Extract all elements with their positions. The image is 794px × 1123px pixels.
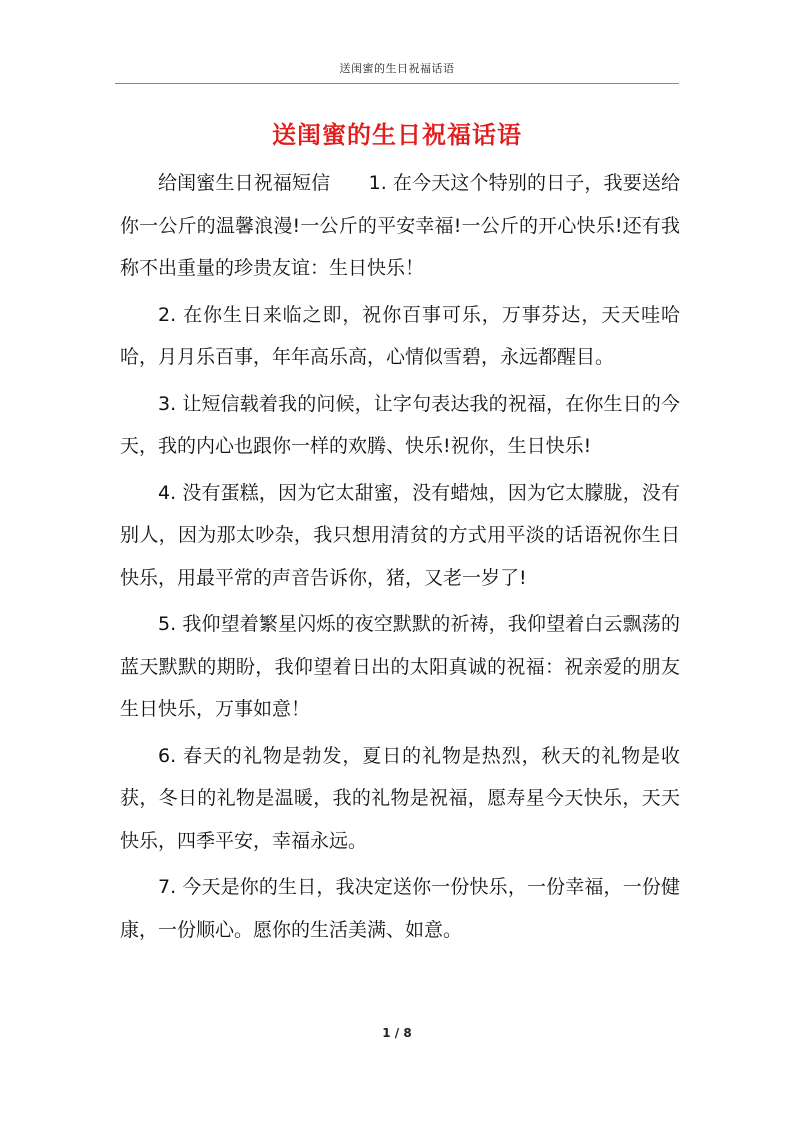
paragraph-7: 7. 今天是你的生日，我决定送你一份快乐，一份幸福，一份健康，一份顺心。愿你的生活美满、如意。 <box>120 876 680 941</box>
paragraph-2: 2. 在你生日来临之即，祝你百事可乐，万事芬达，天天哇哈哈，月月乐百事，年年高乐高，心情似雪碧，永远都醒目。 <box>120 303 680 368</box>
document-body <box>120 162 680 955</box>
paragraph-6: 6. 春天的礼物是勃发，夏日的礼物是热烈，秋天的礼物是收获，冬日的礼物是温暖，我的礼物是祝福，愿寿星今天快乐，天天快乐，四季平安，幸福永远。 <box>120 744 680 852</box>
paragraph-4: 4. 没有蛋糕，因为它太甜蜜，没有蜡烛，因为它太朦胧，没有别人，因为那太吵杂，我只想用清贫的方式用平淡的话语祝你生日快乐，用最平常的声音告诉你，猪，又老一岁了! <box>120 481 680 589</box>
paragraph-5: 5. 我仰望着繁星闪烁的夜空默默的祈祷，我仰望着白云飘荡的蓝天默默的期盼，我仰望着日出的太阳真诚的祝福：祝亲爱的朋友生日快乐，万事如意！ <box>120 613 680 720</box>
paragraph-3: 3. 让短信载着我的问候，让字句表达我的祝福，在你生日的今天，我的内心也跟你一样的欢腾、快乐!祝你，生日快乐! <box>120 392 680 457</box>
header-divider <box>115 83 679 84</box>
document-title: 送闺蜜的生日祝福话语 <box>272 121 522 149</box>
paragraph-1: 给闺蜜生日祝福短信 1. 在今天这个特别的日子，我要送给你一公斤的温馨浪漫!一公斤的平安幸福!一公斤的开心快乐!还有我称不出重量的珍贵友谊：生日快乐！ <box>120 172 680 279</box>
running-header: 送闺蜜的生日祝福话语 <box>339 62 455 75</box>
page-number: 1 / 8 <box>382 1026 412 1040</box>
